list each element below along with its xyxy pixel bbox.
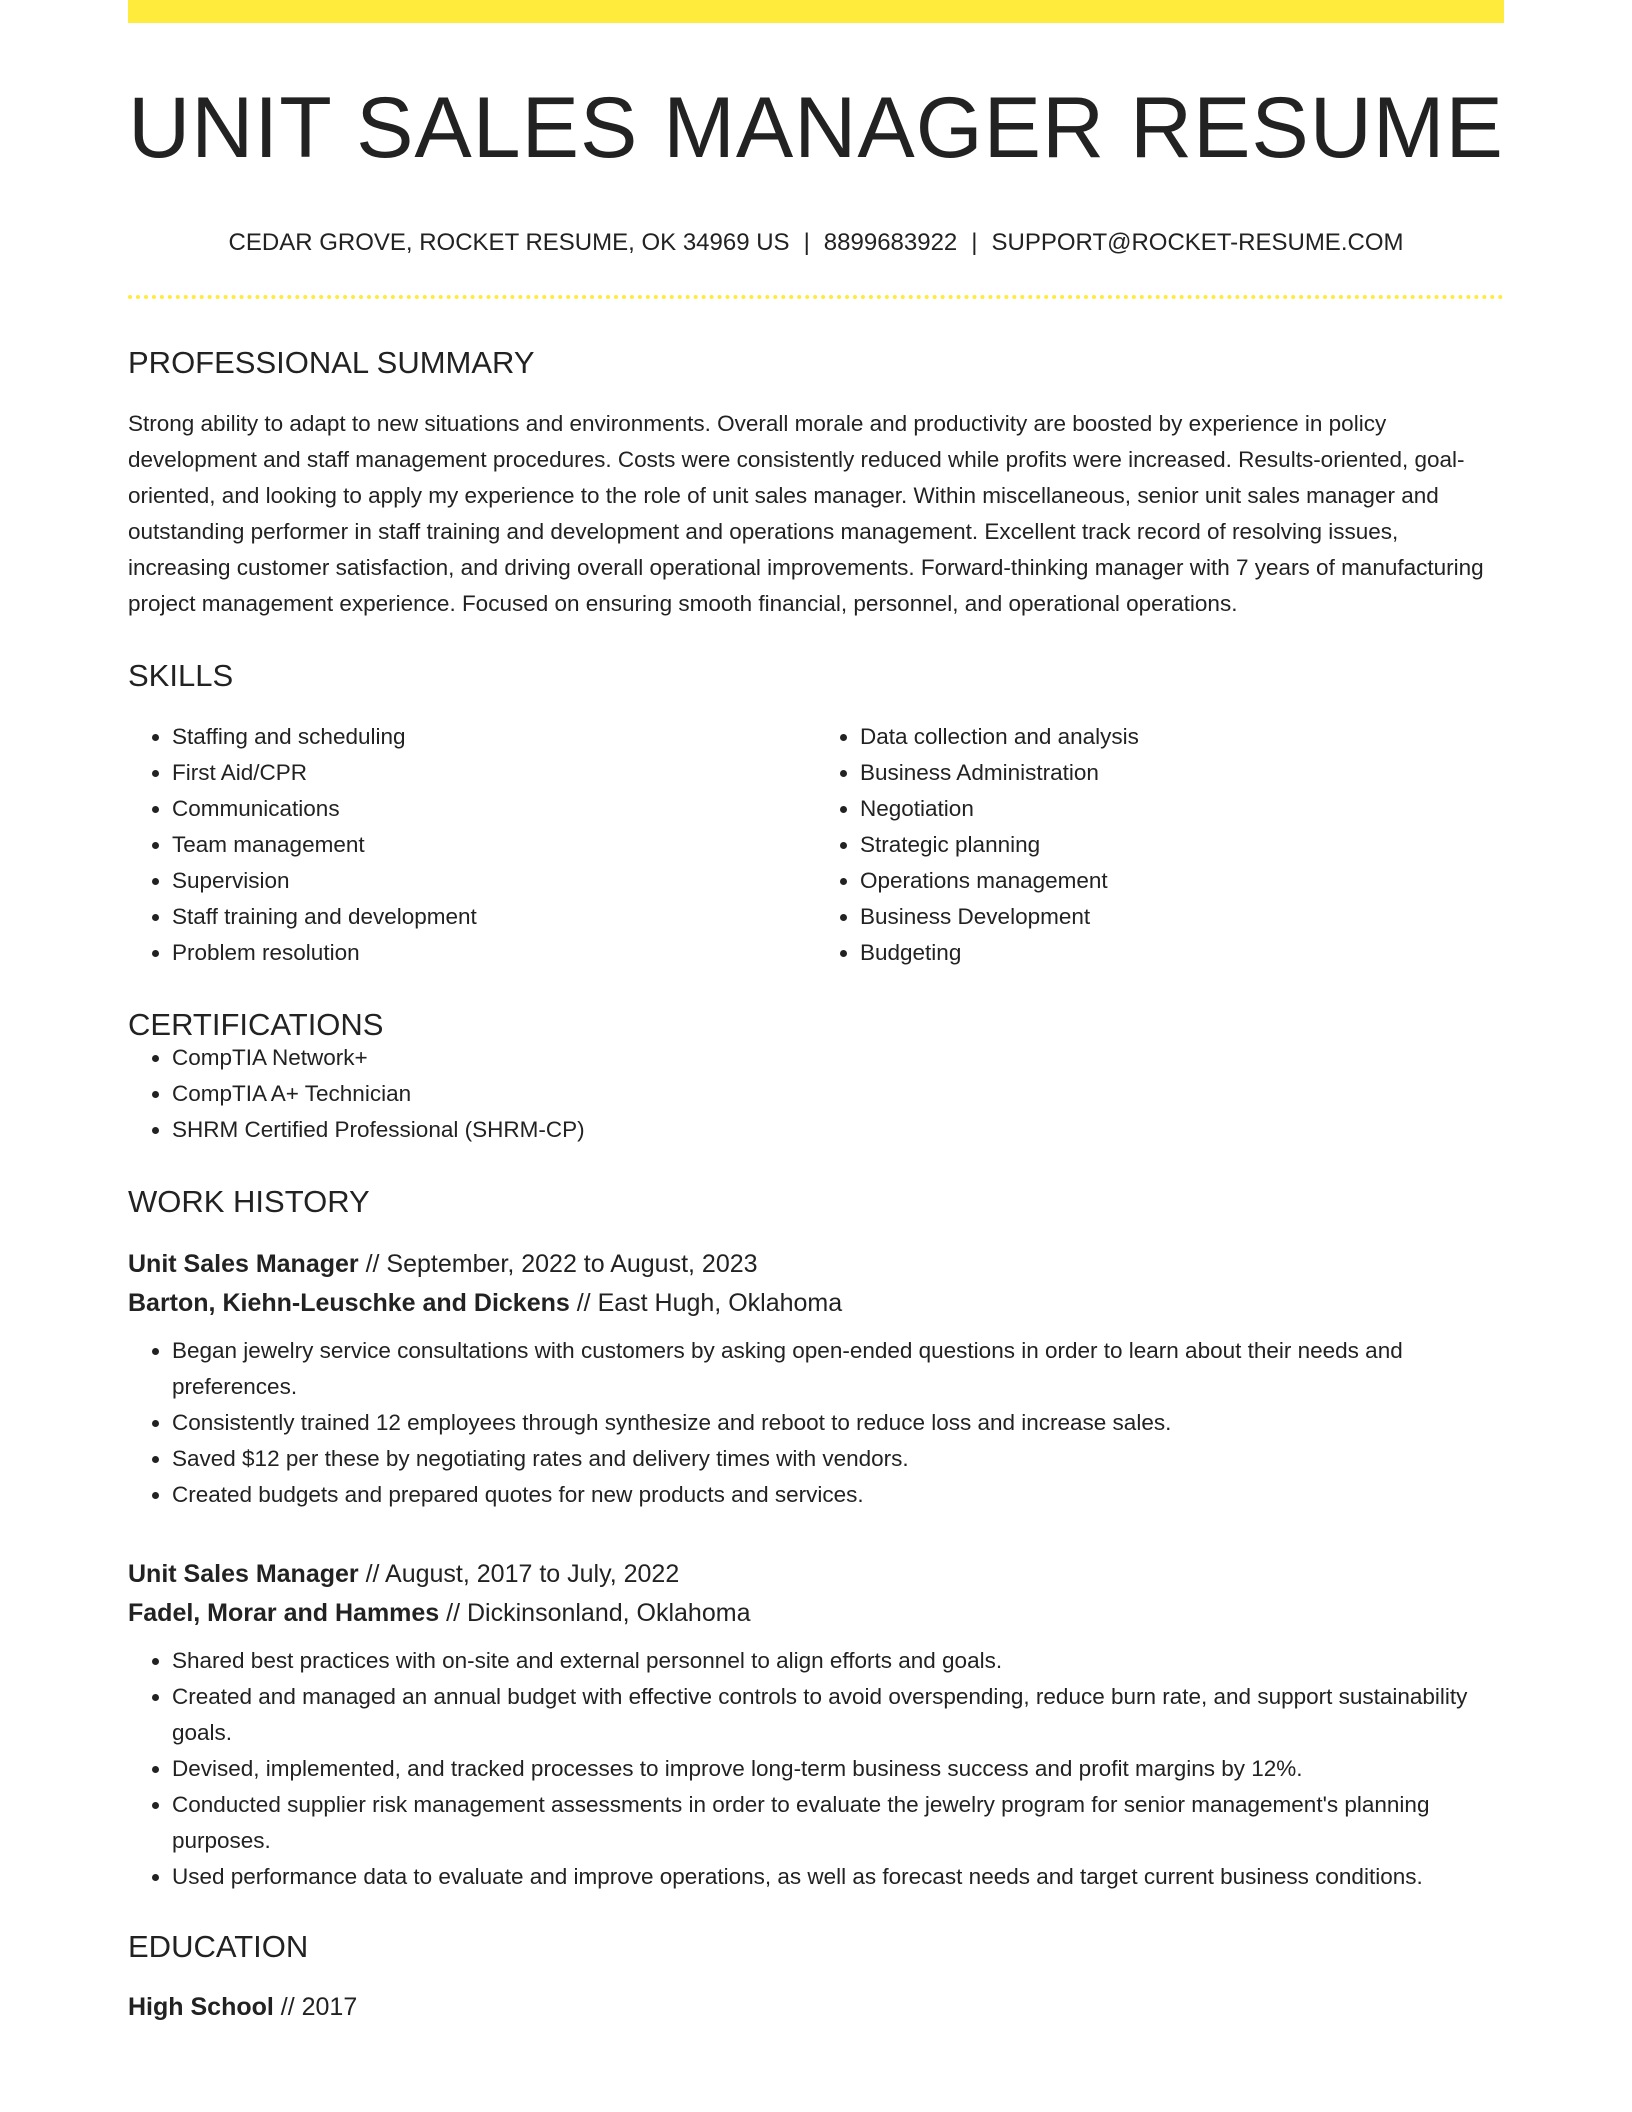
job-dates: // August, 2017 to July, 2022: [358, 1560, 680, 1588]
job-bullet: • Conducted supplier risk management assessments in order to evaluate the jewelry program for senior management's planning purposes.: [172, 1787, 1504, 1859]
job-bullets: [128, 1333, 1504, 1513]
education-school: High School: [128, 1993, 274, 2021]
skills-heading: SKILLS: [128, 658, 234, 693]
job-bullet: • Consistently trained 12 employees through synthesize and reboot to reduce loss and increase sales.: [172, 1405, 1504, 1441]
skill-item: • Business Administration: [860, 755, 1504, 791]
job-bullet: • Saved $12 per these by negotiating rates and delivery times with vendors.: [172, 1441, 1504, 1477]
work-history-heading: WORK HISTORY: [128, 1184, 370, 1219]
job-bullet: • Created and managed an annual budget with effective controls to avoid overspending, reduce burn rate, and support sustainability goals.: [172, 1679, 1504, 1751]
resume-title: UNIT SALES MANAGER RESUME: [128, 80, 1504, 176]
contact-email: SUPPORT@ROCKET-RESUME.COM: [991, 229, 1404, 256]
job-title-line: [128, 1245, 1504, 1284]
resume-page: [128, 0, 1504, 2027]
skill-item: • Staffing and scheduling: [172, 719, 816, 755]
education-year: // 2017: [273, 1993, 358, 2021]
job-bullets: [128, 1643, 1504, 1895]
job-location: // Dickinsonland, Oklahoma: [439, 1599, 751, 1627]
job-title: Unit Sales Manager: [128, 1560, 359, 1588]
skill-item: • Negotiation: [860, 791, 1504, 827]
job-dates: // September, 2022 to August, 2023: [358, 1250, 758, 1278]
job-bullet: • Shared best practices with on-site and external personnel to align efforts and goals.: [172, 1643, 1504, 1679]
skills-list-right: [816, 719, 1504, 971]
job-bullet: • Used performance data to evaluate and improve operations, as well as forecast needs and target current business conditions.: [172, 1859, 1504, 1895]
skill-item: • Supervision: [172, 863, 816, 899]
certification-item: • SHRM Certified Professional (SHRM-CP): [172, 1112, 1504, 1148]
skill-item: • Budgeting: [860, 935, 1504, 971]
skills-list-left: [128, 719, 816, 971]
job-title: Unit Sales Manager: [128, 1250, 359, 1278]
job-location: // East Hugh, Oklahoma: [569, 1289, 843, 1317]
skill-item: • First Aid/CPR: [172, 755, 816, 791]
contact-separator: |: [803, 229, 810, 256]
job-company-line: [128, 1284, 1504, 1323]
skill-item: • Strategic planning: [860, 827, 1504, 863]
dotted-divider: [128, 295, 1504, 299]
education-entry: [128, 1988, 1504, 2027]
contact-address: CEDAR GROVE, ROCKET RESUME, OK 34969 US: [228, 229, 790, 256]
skill-item: • Operations management: [860, 863, 1504, 899]
skill-item: • Staff training and development: [172, 899, 816, 935]
contact-phone: 8899683922: [823, 229, 958, 256]
certification-item: • CompTIA Network+: [172, 1040, 1504, 1076]
certifications-heading: CERTIFICATIONS: [128, 1007, 384, 1042]
certification-item: • CompTIA A+ Technician: [172, 1076, 1504, 1112]
job-bullet: • Created budgets and prepared quotes for new products and services.: [172, 1477, 1504, 1513]
skill-item: • Data collection and analysis: [860, 719, 1504, 755]
skill-item: • Business Development: [860, 899, 1504, 935]
job-entry: [128, 1245, 1504, 1513]
job-bullet: • Devised, implemented, and tracked processes to improve long-term business success and profit margins by 12%.: [172, 1751, 1504, 1787]
job-entry: [128, 1555, 1504, 1895]
skill-item: • Problem resolution: [172, 935, 816, 971]
job-title-line: [128, 1555, 1504, 1594]
summary-text: Strong ability to adapt to new situations and environments. Overall morale and productivity are boosted by experience in policy development and staff management procedures. Costs were consistently reduced while profits were increased. Results-oriented, goal-oriented, and looking to apply my experience to the role of unit sales manager. Within miscellaneous, senior unit sales manager and outstanding performer in staff training and development and operations management. Excellent track record of resolving issues, increasing customer satisfaction, and driving overall operational improvements. Forward-thinking manager with 7 years of manufacturing project management experience. Focused on ensuring smooth financial, personnel, and operational operations.: [128, 411, 1484, 616]
summary-heading: PROFESSIONAL SUMMARY: [128, 345, 535, 380]
contact-line: [128, 231, 1504, 255]
job-company: Fadel, Morar and Hammes: [128, 1599, 440, 1627]
skills-columns: [128, 719, 1504, 971]
contact-separator: |: [971, 229, 978, 256]
skill-item: • Team management: [172, 827, 816, 863]
job-company-line: [128, 1594, 1504, 1633]
skill-item: • Communications: [172, 791, 816, 827]
job-company: Barton, Kiehn-Leuschke and Dickens: [128, 1289, 570, 1317]
job-bullet: • Began jewelry service consultations with customers by asking open-ended questions in order to learn about their needs and preferences.: [172, 1333, 1504, 1405]
accent-top-bar: [128, 0, 1504, 23]
certifications-list: [128, 1040, 1504, 1148]
education-heading: EDUCATION: [128, 1929, 309, 1964]
